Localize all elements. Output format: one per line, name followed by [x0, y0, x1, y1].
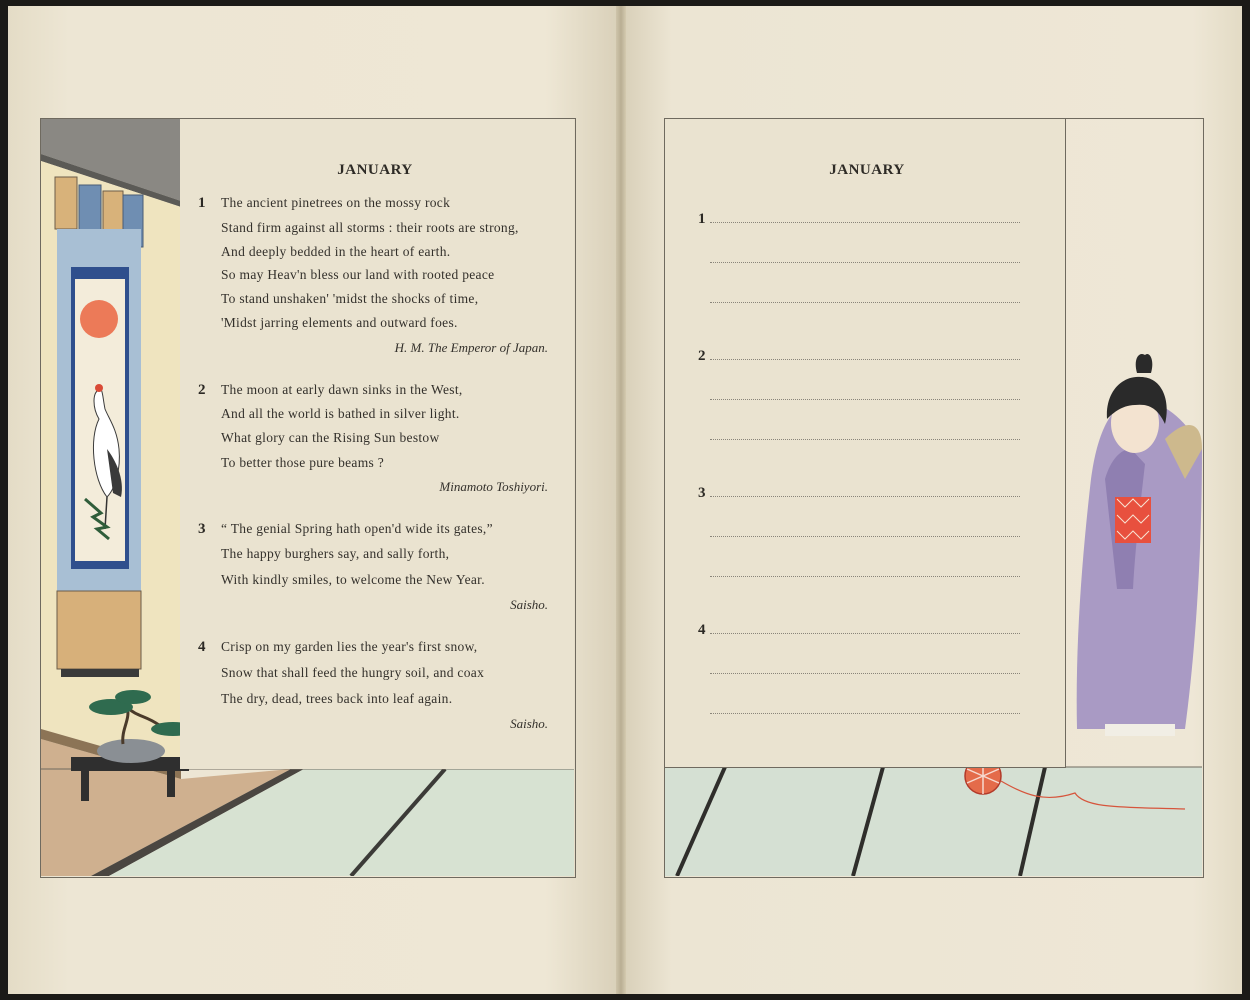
- poem-line: The dry, dead, trees back into leaf again.: [221, 691, 453, 706]
- poem-attribution: Saisho.: [510, 597, 548, 612]
- entry-line: [710, 302, 1020, 303]
- poem-line: Snow that shall feed the hungry soil, and coax: [221, 665, 485, 680]
- entry-line: [710, 439, 1020, 440]
- notes-panel: [665, 119, 1066, 768]
- poem-line: 'Midst jarring elements and outward foes.: [221, 315, 458, 330]
- poem-line: What glory can the Rising Sun bestow: [221, 430, 440, 445]
- entry-number: 4: [698, 622, 706, 638]
- entry-line: [710, 576, 1020, 577]
- entry-line: [710, 536, 1020, 537]
- entry-line: [710, 496, 1020, 497]
- poem-number: 4: [198, 639, 206, 655]
- poem-line: Stand firm against all storms : their roots are strong,: [221, 220, 519, 235]
- poem-line: With kindly smiles, to welcome the New Year.: [221, 572, 485, 587]
- poem-line: To better those pure beams ?: [221, 455, 385, 470]
- entry-number: 3: [698, 485, 706, 501]
- entry-line: [710, 359, 1020, 360]
- book-gutter: [616, 6, 626, 994]
- poem-line: To stand unshaken' 'midst the shocks of time,: [221, 291, 479, 306]
- poem-number: 3: [198, 521, 206, 537]
- poem-number: 1: [198, 195, 206, 211]
- poem-line: Crisp on my garden lies the year's first snow,: [221, 639, 478, 654]
- poem-line: And all the world is bathed in silver light.: [221, 406, 460, 421]
- entry-line: [710, 262, 1020, 263]
- entry-line: [710, 399, 1020, 400]
- right-page-title: JANUARY: [829, 162, 905, 178]
- poem-line: The happy burghers say, and sally forth,: [221, 546, 450, 561]
- poem-number: 2: [198, 382, 206, 398]
- poem-line: The ancient pinetrees on the mossy rock: [221, 195, 451, 210]
- poem-line: So may Heav'n bless our land with rooted peace: [221, 267, 495, 282]
- entry-line: [710, 713, 1020, 714]
- poem-line: “ The genial Spring hath open'd wide its gates,”: [221, 521, 493, 536]
- poem-attribution: Minamoto Toshiyori.: [439, 479, 548, 494]
- entry-number: 2: [698, 348, 706, 364]
- poem-attribution: H. M. The Emperor of Japan.: [394, 340, 548, 355]
- left-page-title: JANUARY: [337, 162, 413, 178]
- poem-line: And deeply bedded in the heart of earth.: [221, 244, 451, 259]
- entry-number: 1: [698, 211, 706, 227]
- poem-line: The moon at early dawn sinks in the West,: [221, 382, 463, 397]
- entry-line: [710, 673, 1020, 674]
- poem-attribution: Saisho.: [510, 716, 548, 731]
- entry-line: [710, 633, 1020, 634]
- entry-line: [710, 222, 1020, 223]
